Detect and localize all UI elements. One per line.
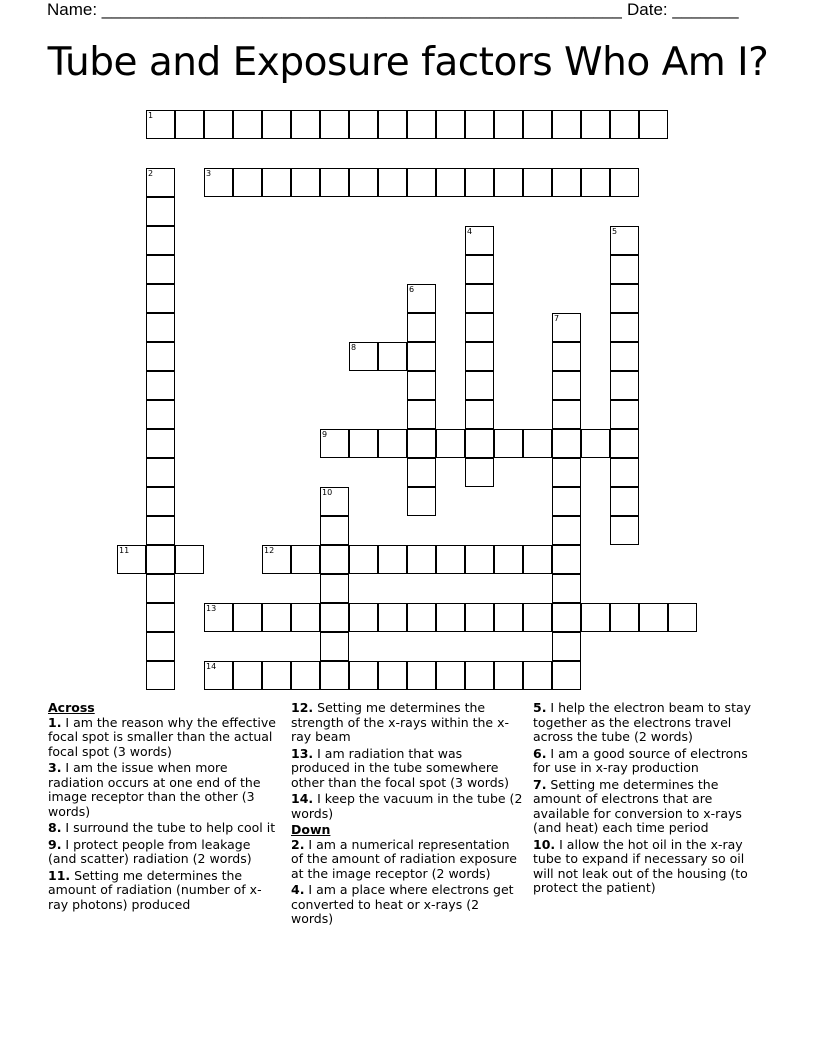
grid-cell[interactable] — [291, 603, 320, 632]
grid-cell[interactable] — [320, 661, 349, 690]
across-clue: 8. I surround the tube to help cool it — [48, 820, 276, 835]
grid-cell[interactable] — [407, 487, 436, 516]
grid-cell[interactable] — [610, 371, 639, 400]
grid-cell[interactable] — [378, 342, 407, 371]
grid-cell[interactable] — [523, 110, 552, 139]
grid-cell[interactable] — [436, 661, 465, 690]
clue-number: 1 — [148, 111, 154, 120]
grid-cell[interactable] — [262, 168, 291, 197]
grid-cell[interactable] — [407, 429, 436, 458]
grid-cell[interactable] — [349, 661, 378, 690]
across-clue: 14. I keep the vacuum in the tube (2 words) — [291, 791, 523, 821]
grid-cell[interactable] — [146, 400, 175, 429]
grid-cell[interactable] — [552, 516, 581, 545]
grid-cell[interactable] — [552, 371, 581, 400]
clue-number: 3 — [206, 169, 212, 178]
grid-cell[interactable] — [523, 545, 552, 574]
grid-cell[interactable] — [146, 342, 175, 371]
down-clue: 10. I allow the hot oil in the x-ray tube to expand if necessary so oil will not leak out of the housing (to protect the patient) — [533, 836, 748, 895]
grid-cell[interactable] — [146, 574, 175, 603]
grid-cell[interactable] — [668, 603, 697, 632]
clue-number: 6 — [409, 285, 415, 294]
grid-cell[interactable] — [610, 342, 639, 371]
grid-cell[interactable] — [320, 603, 349, 632]
grid-cell[interactable] — [581, 168, 610, 197]
grid-cell[interactable] — [146, 661, 175, 690]
grid-cell[interactable] — [407, 661, 436, 690]
grid-cell[interactable] — [436, 168, 465, 197]
grid-cell[interactable] — [407, 168, 436, 197]
grid-cell[interactable] — [233, 168, 262, 197]
grid-cell[interactable] — [262, 110, 291, 139]
grid-cell[interactable] — [407, 371, 436, 400]
grid-cell[interactable] — [407, 110, 436, 139]
grid-cell[interactable] — [378, 429, 407, 458]
grid-cell[interactable] — [233, 110, 262, 139]
grid-cell[interactable] — [146, 197, 175, 226]
grid-cell[interactable] — [610, 603, 639, 632]
grid-cell[interactable] — [494, 429, 523, 458]
grid-cell[interactable] — [610, 458, 639, 487]
grid-cell[interactable] — [610, 516, 639, 545]
grid-cell[interactable] — [552, 429, 581, 458]
grid-cell[interactable] — [146, 603, 175, 632]
grid-cell[interactable] — [175, 545, 204, 574]
grid-cell[interactable] — [146, 429, 175, 458]
grid-cell[interactable] — [146, 545, 175, 574]
grid-cell[interactable] — [465, 661, 494, 690]
down-clue: 5. I help the electron beam to stay together as the electrons travel across the tube (2 words) — [533, 700, 752, 744]
grid-cell[interactable] — [465, 429, 494, 458]
grid-cell[interactable] — [465, 603, 494, 632]
grid-cell[interactable] — [465, 313, 494, 342]
grid-cell[interactable] — [291, 110, 320, 139]
grid-cell[interactable] — [639, 603, 668, 632]
grid-cell[interactable] — [552, 574, 581, 603]
across-heading: Across — [48, 700, 95, 715]
clue-number: 8 — [351, 343, 357, 352]
grid-cell[interactable] — [465, 545, 494, 574]
clue-number: 12 — [264, 546, 275, 555]
grid-cell[interactable] — [552, 110, 581, 139]
grid-cell[interactable] — [378, 603, 407, 632]
grid-cell[interactable] — [552, 342, 581, 371]
grid-cell[interactable] — [552, 487, 581, 516]
down-clue: 2. I am a numerical representation of the amount of radiation exposure at the image receptor (2 words) — [291, 836, 517, 881]
grid-cell[interactable] — [407, 603, 436, 632]
grid-cell[interactable] — [552, 168, 581, 197]
grid-cell[interactable] — [204, 110, 233, 139]
grid-cell[interactable] — [465, 458, 494, 487]
grid-cell[interactable] — [146, 371, 175, 400]
grid-cell[interactable] — [552, 458, 581, 487]
grid-cell[interactable] — [146, 226, 175, 255]
page-title: Tube and Exposure factors Who Am I? — [47, 40, 769, 85]
grid-cell[interactable] — [349, 110, 378, 139]
grid-cell[interactable] — [494, 661, 523, 690]
grid-cell[interactable] — [349, 429, 378, 458]
grid-cell[interactable] — [320, 632, 349, 661]
grid-cell[interactable] — [378, 168, 407, 197]
grid-cell[interactable] — [436, 110, 465, 139]
grid-cell[interactable] — [146, 516, 175, 545]
grid-cell[interactable] — [320, 516, 349, 545]
grid-cell[interactable] — [552, 632, 581, 661]
clue-number: 14 — [206, 662, 217, 671]
grid-cell[interactable] — [146, 313, 175, 342]
across-clue: 9. I protect people from leakage (and scatter) radiation (2 words) — [48, 836, 252, 866]
grid-cell[interactable] — [552, 603, 581, 632]
grid-cell[interactable] — [494, 603, 523, 632]
grid-cell[interactable] — [407, 458, 436, 487]
grid-cell[interactable] — [320, 110, 349, 139]
clue-number: 5 — [612, 227, 618, 236]
across-clue: 12. Setting me determines the strength of the x-rays within the x-ray beam — [291, 700, 510, 744]
across-clue: 1. I am the reason why the effective focal spot is smaller than the actual focal spot (3 words) — [48, 714, 276, 759]
across-clue: 3. I am the issue when more radiation occurs at one end of the image receptor than the other (3 words) — [48, 760, 261, 819]
grid-cell[interactable] — [610, 400, 639, 429]
grid-cell[interactable] — [610, 255, 639, 284]
grid-cell[interactable] — [552, 545, 581, 574]
grid-cell[interactable] — [465, 342, 494, 371]
grid-cell[interactable] — [349, 168, 378, 197]
grid-cell[interactable] — [552, 400, 581, 429]
grid-cell[interactable] — [291, 661, 320, 690]
grid-cell[interactable] — [523, 429, 552, 458]
grid-cell[interactable] — [610, 429, 639, 458]
across-clue: 11. Setting me determines the amount of radiation (number of x-ray photons) produced — [48, 867, 262, 912]
grid-cell[interactable] — [233, 661, 262, 690]
clue-number: 4 — [467, 227, 473, 236]
across-clue: 13. I am radiation that was produced in the tube somewhere other than the focal spot (3 words) — [291, 745, 510, 790]
grid-cell[interactable] — [581, 110, 610, 139]
grid-cell[interactable] — [407, 545, 436, 574]
grid-cell[interactable] — [320, 574, 349, 603]
grid-cell[interactable] — [465, 110, 494, 139]
grid-cell[interactable] — [523, 661, 552, 690]
grid-cell[interactable] — [465, 284, 494, 313]
grid-cell[interactable] — [146, 284, 175, 313]
clue-number: 10 — [322, 488, 333, 497]
grid-cell[interactable] — [610, 110, 639, 139]
grid-cell[interactable] — [349, 545, 378, 574]
grid-cell[interactable] — [407, 313, 436, 342]
grid-cell[interactable] — [320, 168, 349, 197]
down-clue: 4. I am a place where electrons get converted to heat or x-rays (2 words) — [291, 882, 514, 926]
clue-column-3 — [533, 701, 768, 898]
grid-cell[interactable] — [465, 255, 494, 284]
grid-cell[interactable] — [581, 429, 610, 458]
clue-number: 13 — [206, 604, 217, 613]
down-heading: Down — [291, 822, 331, 837]
clue-number: 9 — [322, 430, 328, 439]
grid-cell[interactable] — [436, 545, 465, 574]
clue-number: 2 — [148, 169, 154, 178]
grid-cell[interactable] — [494, 168, 523, 197]
down-clue: 7. Setting me determines the amount of electrons that are available for conversion to x-rays (and heat) each time period — [533, 776, 742, 835]
down-clue: 6. I am a good source of electrons for use in x-ray production — [533, 745, 748, 775]
grid-cell[interactable] — [610, 487, 639, 516]
clue-column-1 — [48, 701, 280, 914]
grid-cell[interactable] — [407, 400, 436, 429]
grid-cell[interactable] — [378, 661, 407, 690]
clue-number: 11 — [119, 546, 130, 555]
grid-cell[interactable] — [494, 110, 523, 139]
grid-cell[interactable] — [581, 603, 610, 632]
grid-cell[interactable] — [610, 313, 639, 342]
grid-cell[interactable] — [291, 545, 320, 574]
grid-cell[interactable] — [610, 284, 639, 313]
grid-cell[interactable] — [320, 545, 349, 574]
clue-column-2 — [291, 701, 523, 929]
grid-cell[interactable] — [175, 110, 204, 139]
grid-cell[interactable] — [552, 661, 581, 690]
grid-cell[interactable] — [146, 255, 175, 284]
grid-cell[interactable] — [378, 545, 407, 574]
grid-cell[interactable] — [465, 400, 494, 429]
grid-cell[interactable] — [291, 168, 320, 197]
grid-cell[interactable] — [146, 487, 175, 516]
grid-cell[interactable] — [146, 632, 175, 661]
grid-cell[interactable] — [436, 429, 465, 458]
date-field[interactable]: Date: _______ — [627, 0, 739, 19]
clue-number: 7 — [554, 314, 560, 323]
name-field[interactable]: Name: _______________________________________________________ — [47, 0, 622, 19]
grid-cell[interactable] — [465, 168, 494, 197]
grid-cell[interactable] — [523, 603, 552, 632]
grid-cell[interactable] — [233, 603, 262, 632]
grid-cell[interactable] — [262, 603, 291, 632]
grid-cell[interactable] — [494, 545, 523, 574]
grid-cell[interactable] — [349, 603, 378, 632]
grid-cell[interactable] — [146, 458, 175, 487]
grid-cell[interactable] — [523, 168, 552, 197]
grid-cell[interactable] — [639, 110, 668, 139]
grid-cell[interactable] — [407, 342, 436, 371]
grid-cell[interactable] — [378, 110, 407, 139]
grid-cell[interactable] — [610, 168, 639, 197]
grid-cell[interactable] — [436, 603, 465, 632]
grid-cell[interactable] — [465, 371, 494, 400]
grid-cell[interactable] — [262, 661, 291, 690]
